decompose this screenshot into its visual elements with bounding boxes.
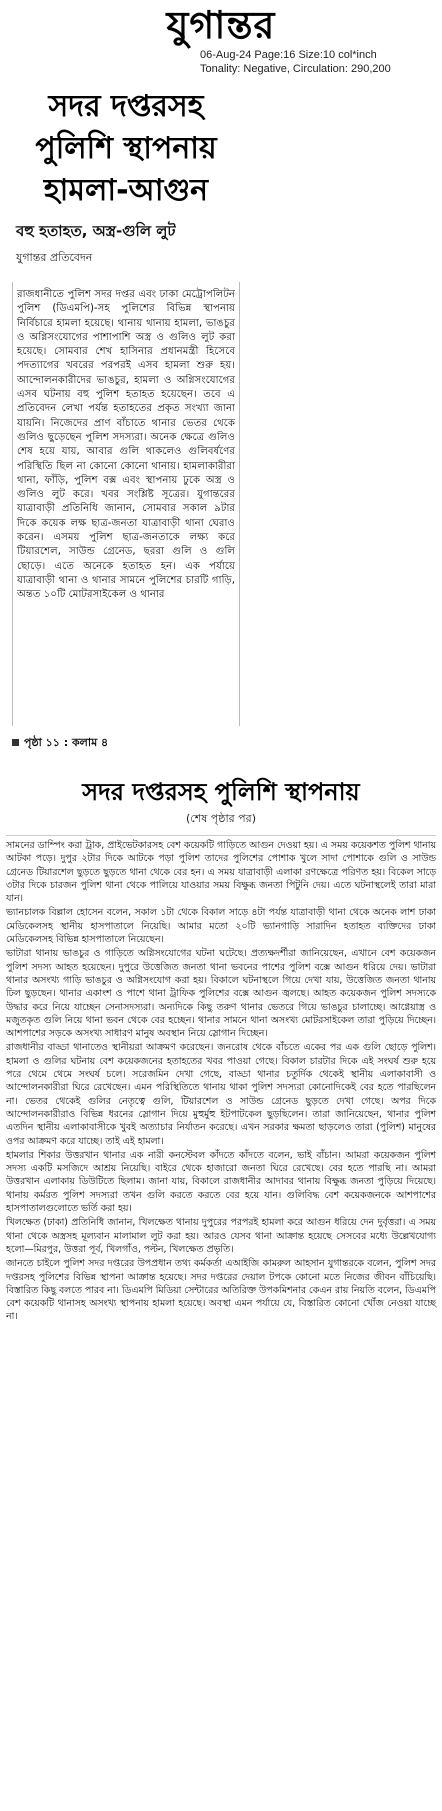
continuation-article [6, 772, 436, 1808]
front-article-body: রাজধানীতে পুলিশ সদর দপ্তর এবং ঢাকা মেট্রোপলিটন পুলিশ (ডিএমপি)-সহ পুলিশের বিভিন্ন স্থাপনায় নির্বিচারে হামলা হয়েছে। থানায় থানায় হামলা, ভাঙচুর ও অগ্নিসংযোগের পাশাপাশি অস্ত্র ও গুলিও লুট করা হয়েছে। সোমবার শেখ হাসিনার প্রধানমন্ত্রী হিসেবে পদত্যাগের খবরের পরপরই এসব হামলা শুরু হয়। আন্দোলনকারীদের ভাঙচুর, হামলা ও অগ্নিসংযোগের এসব ঘটনায় বহু পুলিশ হতাহত হয়েছেন। তবে এ প্রতিবেদন লেখা পর্যন্ত হতাহতের প্রকৃত সংখ্যা জানা যায়নি। নিজেদের প্রাণ বাঁচাতে থানার ভেতর থেকে গুলিও ছুড়েছেন পুলিশ সদস্যরা। অনেক ক্ষেত্রে গুলিও শেষ হয়ে যায়, আবার গুলি থাকলেও গুলিবর্ষণের পরিস্থিতি ছিল না কোনো কোনো থানায়। হামলাকারীরা থানা, ফাঁড়ি, পুলিশ বক্স এবং স্থাপনায় ঢুকে অস্ত্র ও গুলিও লুট করে। খবর সংশ্লিষ্ট সূত্রের। যুগান্তরের যাত্রাবাড়ী প্রতিনিধি জানান, সোমবার সকাল ৯টার দিকে কয়েক লক্ষ ছাত্র-জনতা যাত্রাবাড়ী থানা ঘেরাও করেন। এসময় পুলিশ ছাত্র-জনতাকে লক্ষ্য করে টিয়ারশেল, সাউন্ড গ্রেনেড, ছররা গুলি ও গুলি ছোড়ে। এতে অনেকে হতাহত হন। এক পর্যায়ে যাত্রাবাড়ী থানা ও থানার সামনে পুলিশের চারটি গাড়ি, অন্তত ১০টি মোটরসাইকেল ও থানার [17, 289, 235, 601]
article-paragraph: সামনের ডাম্পিং করা ট্রাক, প্রাইভেটকারসহ বেশ কয়েকটি গাড়িতে আগুন দেওয়া হয়। এ সময় কয়েকশত পুলিশ থানায় আটকা পড়ে। দুপুর ২টার দিকে আটকে পড়া পুলিশ তাদের পুলিশের পোশাক খুলে সাদা পোশাকে গুলি ও সাউন্ড গ্রেনেড টিয়ারশেল ছুড়তে ছুড়তে থানা থেকে বের হন। এ সময় যাত্রাবাড়ী এলাকা রণক্ষেত্রে পরিণত হয়। বিকেল সাড়ে ৩টার দিকে চারজন পুলিশ থানা থেকে পালিয়ে যাওয়ার সময় বিক্ষুব্ধ জনতা পিটুনি দেয়। এতে ঘটনাস্থলেই তারা মারা যান। [6, 840, 436, 905]
front-subheadline: বহু হতাহত, অস্ত্র-গুলি লুট [16, 222, 176, 240]
article-paragraph: রাজধানীর বাড্ডা থানাতেও স্থানীয়রা আক্রমণ করেছেন। জনরোষ থেকে বাঁচতে একের পর এক গুলি ছোড়ে পুলিশ। হামলা ও গুলির ঘটনায় বেশ কয়েকজনের হতাহতের খবর পাওয়া গেছে। বিকাল চারটার দিকে এই সংঘর্ষ শুরু হয়ে পরে থেমে থেমে সংঘর্ষ চলে। সরেজমিন দেখা গেছে, বাড্ডা থানার চতুর্দিক থেকেই স্থানীয় এলাকাবাসী ও আন্দোলনকারীরা ঘিরে রেখেছেন। এমন পরিস্থিতিতে থানায় থাকা পুলিশ সদস্যরা কোনোদিকেই বের হতে পারছিলেন না। ভেতর থেকেই গুলির নেতৃত্বে গুলি, টিয়ারশেল ও সাউন্ড গ্রেনেড ছুড়তে দেখা গেছে। অপর দিকে আন্দোলনকারীরাও বিভিন্ন ধরনের স্লোগান দিয়ে মুহুর্মুহু ইটপাটকেল ছুড়ছিলেন। তারা জানিয়েছেন, থানার পুলিশ এতদিন স্থানীয় এলাকাবাসীকে খুবই অত্যাচার নির্যাতন করেছে। এখন সরকার ক্ষমতা ছাড়লেও তারা (পুলিশ) মানুষের ওপর আক্রমণ করে যাচ্ছে। তাই এই হামলা। [6, 1042, 436, 1147]
metadata-date-page-size: 06-Aug-24 Page:16 Size:10 col*inch [200, 49, 377, 61]
square-bullet-icon [12, 739, 19, 746]
continuation-headline: সদর দপ্তরসহ পুলিশি স্থাপনায় [82, 778, 360, 806]
article-paragraph: হামলার শিকার উত্তরখান থানার এক নারী কনস্টেবল কাঁদতে কাঁদতে বলেন, ভাই বাঁচান। আমরা কয়েকজন পুলিশ সদস্য একটি মসজিদে আশ্রয় নিয়েছি। বাইরে থেকে হাজারো জনতা ঘিরে রেখেছে। বের হতে পারছি না। আমরা উত্তরখান এলাকায় ডিউটিতে ছিলাম। জানা যায়, বিকালে রাজধানীর আদাবর থানায় বিক্ষুব্ধ জনতা পুড়িয়ে দিয়েছে। থানায় কর্মরত পুলিশ সদস্যরা তখন গুলি করতে করতে বের হয়ে যান। গুলিবিদ্ধ বেশ কয়েকজনকে আশপাশের হাসপাতালগুলোতে ভর্তি করা হয়। [6, 1149, 436, 1215]
newspaper-masthead: যুগান্তর [166, 2, 276, 47]
article-paragraph: ভাটারা থানায় ভাঙচুর ও গাড়িতে অগ্নিসংযোগের ঘটনা ঘটেছে। প্রত্যক্ষদর্শীরা জানিয়েছেন, এখানে বেশ কয়েকজন পুলিশ সদস্য আহত হয়েছেন। দুপুরে উত্তেজিত জনতা থানা ভবনের পাশের পুলিশ বক্সে আগুন ধরিয়ে দেয়। ভাটারা থানার অসংখ্য গাড়ি ভাঙচুর ও অগ্নিসংযোগ করা হয়। বিকালে ঘটনাস্থলে গিয়ে দেখা যায়, উত্তেজিত জনতা থানায় ঢিল ছুড়ছেন। থানার একাংশ ও পাশে থানা ট্রাফিক পুলিশের বক্সে আগুন জ্বলছে। আহত কয়েকজন পুলিশ সদস্যকে উদ্ধার করে নিয়ে যাচ্ছেন সেনাসদস্যরা। অন্যদিকে কিছু তরুণ থানার ভেতরে গিয়ে ভাঙচুর চালাচ্ছে। আগ্নেয়াস্ত্র ও মজুতকৃত গুলি নিয়ে থানা ভবন থেকে বের হচ্ছেন। থানার সামনে থানা অসংখ্য মোটরসাইকেল তারা পুড়িয়ে দিচ্ছেন। আশপাশের সড়কে অসংখ্য সাধারণ মানুষ অবস্থান নিয়ে স্লোগান দিচ্ছেন। [6, 948, 436, 1040]
continuation-body [6, 835, 436, 1324]
continued-on-page [12, 734, 108, 753]
front-headline [12, 86, 240, 212]
clipping-metadata [200, 48, 440, 76]
headline-line: হামলা-আগুন [43, 173, 209, 208]
metadata-tonality-circulation: Tonality: Negative, Circulation: 290,200 [200, 63, 391, 75]
article-paragraph: ভ্যানচালক বিল্লাল হোসেন বলেন, সকাল ১টা থেকে বিকাল সাড়ে ৪টা পর্যন্ত যাত্রাবাড়ী থানা থেকে অনেক লাশ ঢাকা মেডিকেলসহ স্থানীয় হাসপাতালে নিয়েছি। আমার মতো ২০টি ভ্যানগাড়ি সারাদিন হতাহত ব্যক্তিদের ঢাকা মেডিকেলসহ বিভিন্ন হাসপাতালে নিয়েছেন। [6, 907, 436, 946]
front-byline: যুগান্তর প্রতিবেদন [16, 251, 93, 264]
headline-line: পুলিশি স্থাপনায় [35, 131, 217, 166]
front-article-column [12, 282, 240, 726]
headline-line: সদর দপ্তরসহ [48, 89, 204, 124]
continued-from-label: (শেষ পৃষ্ঠার পর) [185, 812, 256, 825]
article-paragraph: খিলক্ষেত (ঢাকা) প্রতিনিধি জানান, খিলক্ষেত থানায় দুপুরের পরপরই হামলা করে আগুন ধরিয়ে দেন দুর্বৃত্তরা। এ সময় থানা থেকে অস্ত্রসহ মূল্যবান মালামাল লুট করা হয়। আরও যেসব থানা আক্রান্ত হয়েছে সেসবের মধ্যে উল্লেখযোগ্য হলো—মিরপুর, উত্তরা পূর্ব, খিলগাঁও, পল্টন, খিলক্ষেত প্রভৃতি। [6, 1217, 436, 1255]
continued-on-text: পৃষ্ঠা ১১ : কলাম ৪ [24, 736, 109, 749]
article-paragraph: জানতে চাইলে পুলিশ সদর দপ্তরের উপপ্রধান তথ্য কর্মকর্তা এআইজি কামরুল আহসান যুগান্তরকে বলেন, পুলিশ সদর দপ্তরসহ পুলিশের বিভিন্ন স্থাপনা আক্রান্ত হয়েছে। সদর দপ্তরের দেয়াল টপকে কোনো মতে নিজের জীবন বাঁচিয়েছি। বিস্তারিত কিছু বলতে পারব না। ডিএমপি মিডিয়া সেন্টারের অতিরিক্ত উপকমিশনার কেএন রায় নিয়তি বলেন, ডিএমপি বেশ কয়েকটি থানাসহ অসংখ্য স্থাপনায় হামলা হয়েছে। অবস্থা এমন পর্যায়ে যে, বিস্তারিত কোনো খোঁজ নেওয়া যাচ্ছে না। [6, 1258, 436, 1323]
